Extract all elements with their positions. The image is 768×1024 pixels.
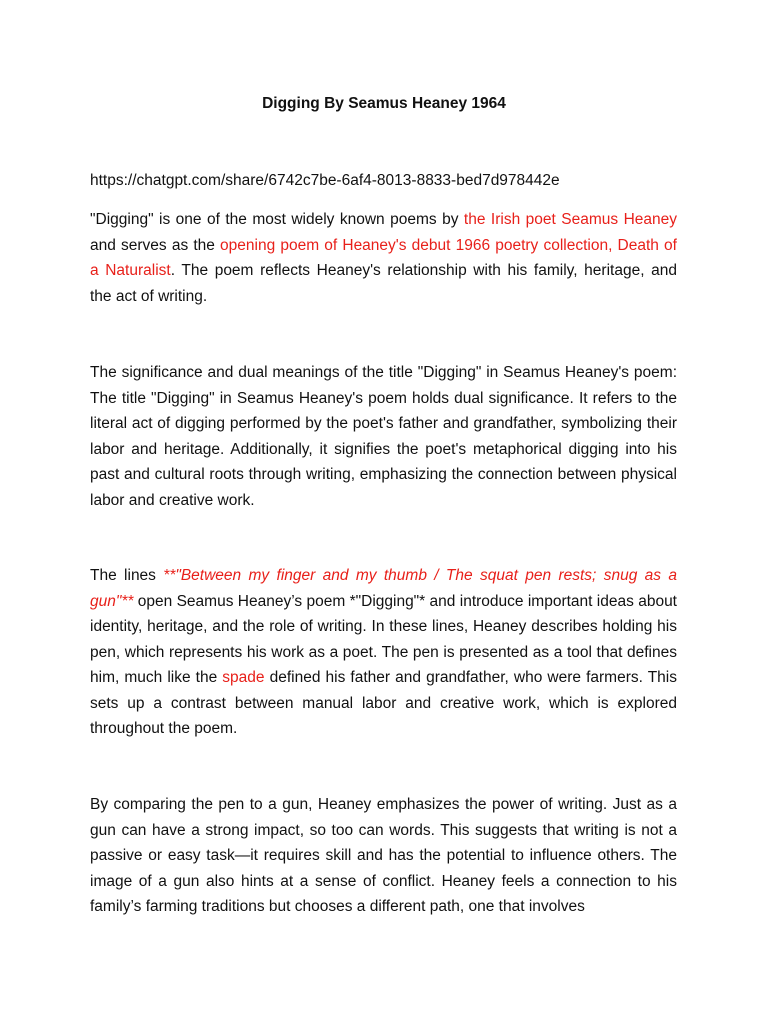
intro-text-2: and serves as the <box>90 236 221 254</box>
lines-quote-highlight: **"Between my finger and my thumb / The squat pen rests; snug as a gun"** <box>90 567 677 610</box>
paragraph-intro <box>90 207 677 309</box>
paragraph-pen-gun: By comparing the pen to a gun, Heaney emphasizes the power of writing. Just as a gun can have a strong impact, so too can words. This suggests that writing is not a passive or easy task—it requires skill and has the potential to influence others. The image of a gun also hints at a sense of conflict. Heaney feels a connection to his family’s farming traditions but chooses a different path, one that involves <box>90 796 677 915</box>
share-link[interactable]: https://chatgpt.com/share/6742c7be-6af4-8013-8833-bed7d978442e <box>90 172 560 189</box>
intro-text-3: . The poem reflects Heaney's relationship with his family, heritage, and the act of writing. <box>90 262 677 305</box>
document-title: Digging By Seamus Heaney 1964 <box>262 95 506 112</box>
paragraph-title-meaning: The significance and dual meanings of the title "Digging" in Seamus Heaney's poem: The title "Digging" in Seamus Heaney's poem holds dual significance. It refers to the literal act of digging performed by the poet's father and grandfather, symbolizing their labor and heritage. Additionally, it signifies the poet's metaphorical digging into his past and cultural roots through writing, emphasizing the connection between physical labor and creative work. <box>90 364 677 509</box>
intro-highlight-poet: the Irish poet Seamus Heaney <box>463 211 677 228</box>
intro-highlight-collection: opening poem of Heaney's debut 1966 poetry collection, Death of a Naturalist <box>90 236 677 279</box>
intro-text-1: "Digging" is one of the most widely known poems by <box>90 211 464 228</box>
lines-text-1: The lines <box>90 567 164 584</box>
paragraph-opening-lines <box>90 563 677 742</box>
lines-text-2: open Seamus Heaney’s poem *"Digging"* and introduce important ideas about identity, heritage, and the role of writing. In these lines, Heaney describes holding his pen, which represents his work as a poet. The pen is presented as a tool that defines him, much like the <box>90 592 677 686</box>
lines-highlight-spade: spade <box>222 669 265 686</box>
lines-text-3: defined his father and grandfather, who were farmers. This sets up a contrast between manual labor and creative work, which is explored throughout the poem. <box>90 669 677 737</box>
